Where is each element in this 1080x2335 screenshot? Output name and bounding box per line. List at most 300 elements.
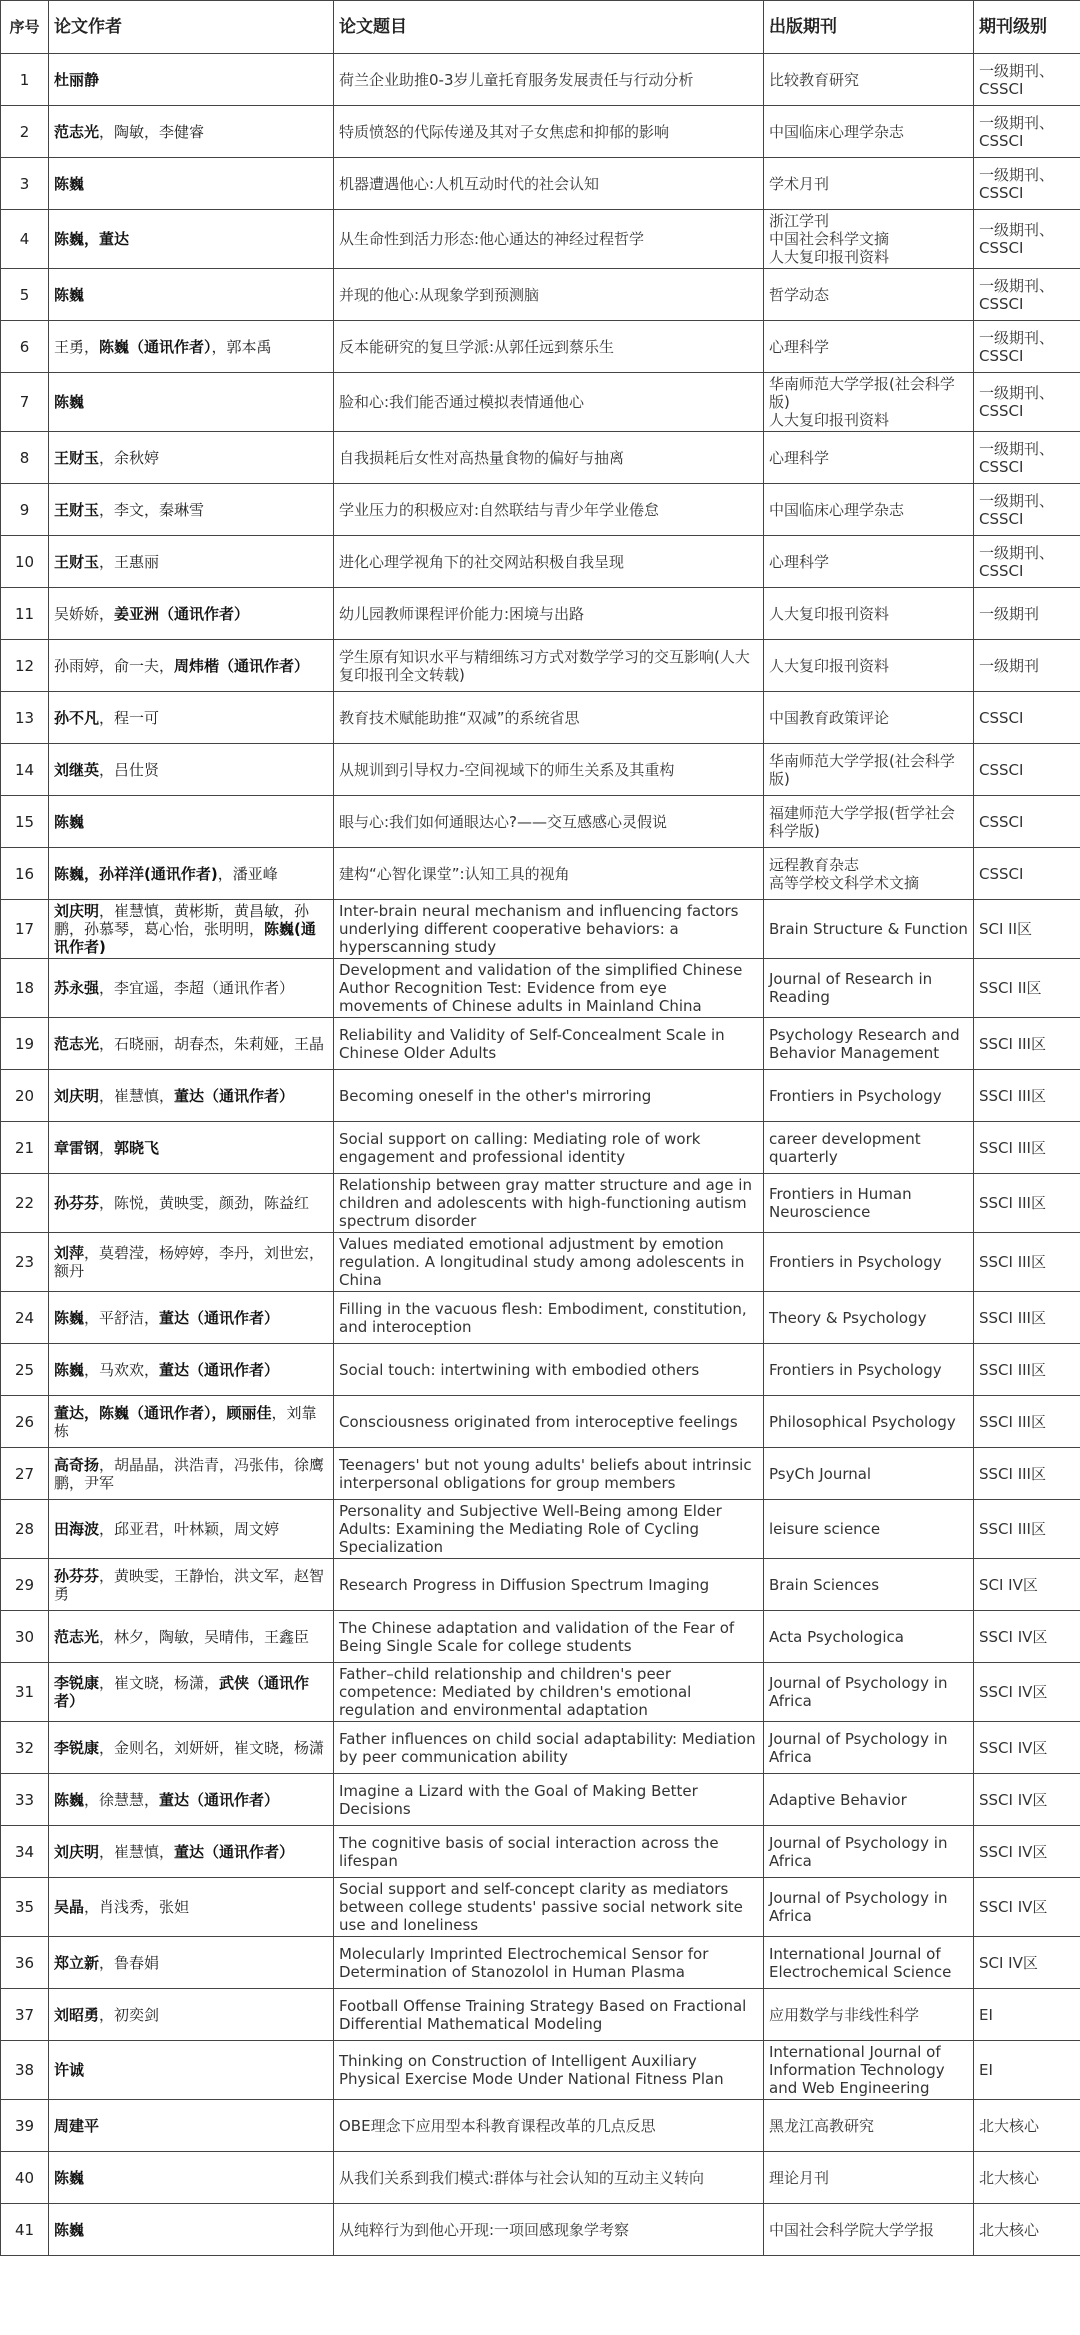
journal-level: SSCI III区 (974, 1396, 1080, 1448)
primary-author: 刘庆明 (54, 1086, 100, 1105)
primary-author: 李锐康 (54, 1674, 100, 1692)
journal-level: SCI II区 (974, 900, 1080, 959)
paper-title: 从规训到引导权力-空间视域下的师生关系及其重构 (334, 744, 764, 796)
journal-level: SCI IV区 (974, 1937, 1080, 1989)
journal-name: career development quarterly (764, 1122, 974, 1174)
journal-level: CSSCI (974, 796, 1080, 848)
author-list (49, 2100, 334, 2152)
row-number: 16 (1, 848, 49, 900)
table-row (1, 1663, 1080, 1722)
primary-author: 陈巍，董达 (54, 230, 130, 248)
paper-title: Research Progress in Diffusion Spectrum Imaging (334, 1559, 764, 1611)
author-list (49, 1878, 334, 1937)
co-author: ，肖浅秀，张妲 (84, 1898, 190, 1916)
primary-author: 苏永强 (54, 979, 100, 997)
paper-title: Father influences on child social adaptability: Mediation by peer communication ability (334, 1722, 764, 1774)
journal-name: 远程教育杂志 高等学校文科学术文摘 (764, 848, 974, 900)
journal-name: Journal of Psychology in Africa (764, 1663, 974, 1722)
co-author: 吴娇娇， (54, 604, 115, 623)
table-row (1, 106, 1080, 158)
author-list (49, 1937, 334, 1989)
journal-level: SSCI III区 (974, 1018, 1080, 1070)
paper-title: Social support on calling: Mediating role of work engagement and professional identity (334, 1122, 764, 1174)
row-number: 23 (1, 1233, 49, 1292)
primary-author: 董达（通讯作者） (159, 1360, 280, 1379)
paper-title: Father–child relationship and children's peer competence: Mediated by children's emotional regulation and environmental adaptation (334, 1663, 764, 1722)
primary-author: 吴晶 (54, 1898, 85, 1916)
row-number: 21 (1, 1122, 49, 1174)
co-author: ，陶敏，李健睿 (99, 122, 205, 141)
row-number: 3 (1, 158, 49, 210)
primary-author: 陈巍 (54, 393, 85, 411)
journal-name: Frontiers in Psychology (764, 1070, 974, 1122)
author-list (49, 536, 334, 588)
journal-level: CSSCI (974, 744, 1080, 796)
primary-author: 董达（通讯作者） (174, 1086, 295, 1105)
table-row (1, 2204, 1080, 2256)
journal-level: 一级期刊、CSSCI (974, 484, 1080, 536)
table-row (1, 1826, 1080, 1878)
primary-author: 范志光 (54, 1627, 100, 1646)
journal-level: SSCI III区 (974, 1448, 1080, 1500)
table-row (1, 1396, 1080, 1448)
co-author: ，邱亚君，叶林颖，周文婷 (99, 1520, 280, 1538)
author-list (49, 796, 334, 848)
paper-title: Social touch: intertwining with embodied others (334, 1344, 764, 1396)
journal-level: SSCI III区 (974, 1122, 1080, 1174)
journal-name: International Journal of Electrochemical Science (764, 1937, 974, 1989)
primary-author: 刘继英 (54, 760, 100, 779)
co-author: ，程一可 (99, 708, 160, 727)
table-row (1, 2041, 1080, 2100)
journal-level: SSCI IV区 (974, 1663, 1080, 1722)
author-list (49, 1611, 334, 1663)
journal-name: 理论月刊 (764, 2152, 974, 2204)
journal-name: 心理科学 (764, 432, 974, 484)
co-author: 王勇， (54, 337, 100, 356)
co-author: ，莫碧滢，杨婷婷，李丹，刘世宏，额丹 (54, 1244, 325, 1280)
co-author: ，崔慧慎， (99, 1086, 175, 1105)
row-number: 29 (1, 1559, 49, 1611)
author-list (49, 1989, 334, 2041)
paper-title: 学生原有知识水平与精细练习方式对数学学习的交互影响(人大复印报刊全文转载) (334, 640, 764, 692)
author-list (49, 1774, 334, 1826)
column-header-title: 论文题目 (334, 1, 764, 54)
table-row (1, 1292, 1080, 1344)
table-row (1, 796, 1080, 848)
author-list (49, 2041, 334, 2100)
paper-title: 并现的他心:从现象学到预测脑 (334, 269, 764, 321)
row-number: 41 (1, 2204, 49, 2256)
paper-title: Relationship between gray matter structure and age in children and adolescents with high-functioning autism spectrum disorder (334, 1174, 764, 1233)
author-list (49, 1122, 334, 1174)
table-row (1, 588, 1080, 640)
table-row (1, 1174, 1080, 1233)
journal-name: 心理科学 (764, 536, 974, 588)
author-list (49, 1500, 334, 1559)
co-author: ，鲁春娟 (99, 1953, 160, 1972)
row-number: 20 (1, 1070, 49, 1122)
journal-name: International Journal of Information Technology and Web Engineering (764, 2041, 974, 2100)
journal-level: 一级期刊、CSSCI (974, 158, 1080, 210)
row-number: 30 (1, 1611, 49, 1663)
journal-name: Brain Sciences (764, 1559, 974, 1611)
journal-level: 一级期刊、CSSCI (974, 321, 1080, 373)
journal-name: 哲学动态 (764, 269, 974, 321)
primary-author: 陈巍 (54, 1308, 85, 1327)
table-row (1, 1878, 1080, 1937)
primary-author: 李锐康 (54, 1738, 100, 1757)
co-author: ，李文，秦琳雪 (99, 500, 205, 519)
journal-level: 一级期刊、CSSCI (974, 432, 1080, 484)
primary-author: 王财玉 (54, 448, 100, 467)
journal-name: 中国临床心理学杂志 (764, 484, 974, 536)
row-number: 32 (1, 1722, 49, 1774)
co-author: ，平舒洁， (84, 1308, 160, 1327)
author-list (49, 2152, 334, 2204)
primary-author: 郭晓飞 (114, 1138, 160, 1157)
paper-title: Inter-brain neural mechanism and influencing factors underlying different cooperative behaviors: a hyperscanning study (334, 900, 764, 959)
row-number: 13 (1, 692, 49, 744)
row-number: 38 (1, 2041, 49, 2100)
journal-name: Psychology Research and Behavior Management (764, 1018, 974, 1070)
row-number: 14 (1, 744, 49, 796)
author-list (49, 692, 334, 744)
table-body (1, 54, 1080, 2256)
primary-author: 董达，陈巍（通讯作者），顾丽佳 (54, 1403, 272, 1422)
table-row (1, 432, 1080, 484)
primary-author: 陈巍（通讯作者） (99, 337, 212, 356)
paper-title: 荷兰企业助推0-3岁儿童托育服务发展责任与行动分析 (334, 54, 764, 106)
journal-level: 一级期刊、CSSCI (974, 269, 1080, 321)
journal-level: 一级期刊 (974, 640, 1080, 692)
co-author: ，崔文晓，杨潇， (99, 1674, 220, 1692)
primary-author: 周建平 (54, 2116, 100, 2135)
row-number: 31 (1, 1663, 49, 1722)
co-author: ，吕仕贤 (99, 760, 160, 779)
row-number: 22 (1, 1174, 49, 1233)
primary-author: 陈巍(通讯作者) (54, 920, 316, 956)
primary-author: 孙芬芬 (54, 1194, 100, 1212)
row-number: 39 (1, 2100, 49, 2152)
row-number: 1 (1, 54, 49, 106)
primary-author: 刘昭勇 (54, 2005, 100, 2024)
primary-author: 刘庆明 (54, 1842, 100, 1861)
author-list (49, 1174, 334, 1233)
table-row (1, 1018, 1080, 1070)
row-number: 26 (1, 1396, 49, 1448)
co-author: ，陈悦，黄映雯，颜劲，陈益红 (99, 1194, 310, 1212)
author-list (49, 1559, 334, 1611)
journal-level: EI (974, 2041, 1080, 2100)
paper-title: 建构“心智化课堂”:认知工具的视角 (334, 848, 764, 900)
table-row (1, 1122, 1080, 1174)
table-row (1, 158, 1080, 210)
column-header-number: 序号 (1, 1, 49, 54)
table-row (1, 210, 1080, 269)
primary-author: 刘萍 (54, 1244, 85, 1262)
paper-title: The Chinese adaptation and validation of the Fear of Being Single Scale for college students (334, 1611, 764, 1663)
table-row (1, 1989, 1080, 2041)
co-author: ，李宜遥，李超（通讯作者） (99, 979, 295, 997)
row-number: 12 (1, 640, 49, 692)
journal-name: PsyCh Journal (764, 1448, 974, 1500)
journal-name: 应用数学与非线性科学 (764, 1989, 974, 2041)
author-list (49, 54, 334, 106)
journal-level: SSCI IV区 (974, 1611, 1080, 1663)
paper-title: 反本能研究的复旦学派:从郭任远到蔡乐生 (334, 321, 764, 373)
primary-author: 陈巍 (54, 2168, 85, 2187)
author-list (49, 2204, 334, 2256)
column-header-journal: 出版期刊 (764, 1, 974, 54)
paper-title: Molecularly Imprinted Electrochemical Sensor for Determination of Stanozolol in Human Plasma (334, 1937, 764, 1989)
paper-title: 教育技术赋能助推“双减”的系统省思 (334, 692, 764, 744)
journal-level: SSCI IV区 (974, 1722, 1080, 1774)
journal-level: SSCI III区 (974, 1174, 1080, 1233)
primary-author: 周炜楷（通讯作者） (174, 656, 310, 675)
journal-name: 华南师范大学学报(社会科学版) (764, 744, 974, 796)
journal-level: SSCI IV区 (974, 1774, 1080, 1826)
journal-level: EI (974, 1989, 1080, 2041)
table-row (1, 484, 1080, 536)
co-author: ，初奕剑 (99, 2005, 160, 2024)
journal-name: 浙江学刊 中国社会科学文摘 人大复印报刊资料 (764, 210, 974, 269)
paper-title: Football Offense Training Strategy Based on Fractional Differential Mathematical Modeling (334, 1989, 764, 2041)
row-number: 27 (1, 1448, 49, 1500)
co-author: ，石晓丽，胡春杰，朱莉娅，王晶 (99, 1034, 325, 1053)
co-author: ，崔慧慎，黄彬斯，黄昌敏，孙鹏，孙慕琴，葛心怡，张明明， (54, 902, 310, 938)
journal-name: Journal of Research in Reading (764, 959, 974, 1018)
primary-author: 董达（通讯作者） (159, 1308, 280, 1327)
co-author: ，王惠丽 (99, 552, 160, 571)
author-list (49, 1344, 334, 1396)
row-number: 34 (1, 1826, 49, 1878)
paper-title: The cognitive basis of social interaction across the lifespan (334, 1826, 764, 1878)
journal-level: SSCI III区 (974, 1500, 1080, 1559)
row-number: 11 (1, 588, 49, 640)
header-row (1, 1, 1080, 54)
table-row (1, 1937, 1080, 1989)
table-row (1, 1070, 1080, 1122)
journal-level: 一级期刊、CSSCI (974, 373, 1080, 432)
paper-title: Consciousness originated from interoceptive feelings (334, 1396, 764, 1448)
journal-name: 中国临床心理学杂志 (764, 106, 974, 158)
table-row (1, 269, 1080, 321)
primary-author: 章雷钢 (54, 1138, 100, 1157)
author-list (49, 1448, 334, 1500)
row-number: 24 (1, 1292, 49, 1344)
row-number: 2 (1, 106, 49, 158)
journal-level: CSSCI (974, 848, 1080, 900)
journal-name: Frontiers in Human Neuroscience (764, 1174, 974, 1233)
journal-level: SSCI IV区 (974, 1826, 1080, 1878)
journal-level: CSSCI (974, 692, 1080, 744)
table-row (1, 744, 1080, 796)
paper-title: Personality and Subjective Well-Being among Elder Adults: Examining the Mediating Role of Cycling Specialization (334, 1500, 764, 1559)
co-author: ，潘亚峰 (217, 864, 278, 883)
table-row (1, 54, 1080, 106)
table-row (1, 640, 1080, 692)
journal-level: 一级期刊、CSSCI (974, 106, 1080, 158)
primary-author: 郑立新 (54, 1953, 100, 1972)
journal-name: Philosophical Psychology (764, 1396, 974, 1448)
primary-author: 董达（通讯作者） (159, 1790, 280, 1809)
author-list (49, 269, 334, 321)
journal-level: SSCI II区 (974, 959, 1080, 1018)
journal-name: Frontiers in Psychology (764, 1233, 974, 1292)
primary-author: 孙不凡 (54, 708, 100, 727)
paper-title: 从我们关系到我们模式:群体与社会认知的互动主义转向 (334, 2152, 764, 2204)
author-list (49, 744, 334, 796)
primary-author: 陈巍，孙祥洋(通讯作者) (54, 864, 218, 883)
row-number: 36 (1, 1937, 49, 1989)
journal-name: 华南师范大学学报(社会科学版) 人大复印报刊资料 (764, 373, 974, 432)
paper-title: Thinking on Construction of Intelligent Auxiliary Physical Exercise Mode Under National Fitness Plan (334, 2041, 764, 2100)
journal-level: 北大核心 (974, 2204, 1080, 2256)
table-row (1, 1559, 1080, 1611)
journal-name: Journal of Psychology in Africa (764, 1722, 974, 1774)
primary-author: 陈巍 (54, 285, 85, 304)
paper-title: Values mediated emotional adjustment by emotion regulation. A longitudinal study among adolescents in China (334, 1233, 764, 1292)
paper-title: 机器遭遇他心:人机互动时代的社会认知 (334, 158, 764, 210)
paper-title: 学业压力的积极应对:自然联结与青少年学业倦怠 (334, 484, 764, 536)
primary-author: 陈巍 (54, 1790, 85, 1809)
paper-title: Development and validation of the simplified Chinese Author Recognition Test: Evidence from eye movements of Chinese adults in Mainland China (334, 959, 764, 1018)
row-number: 5 (1, 269, 49, 321)
co-author: ，马欢欢， (84, 1360, 160, 1379)
author-list (49, 158, 334, 210)
paper-title: 自我损耗后女性对高热量食物的偏好与抽离 (334, 432, 764, 484)
author-list (49, 1233, 334, 1292)
paper-title: Social support and self-concept clarity as mediators between college students' passive social network site use and loneliness (334, 1878, 764, 1937)
primary-author: 陈巍 (54, 2220, 85, 2239)
paper-title: Reliability and Validity of Self-Concealment Scale in Chinese Older Adults (334, 1018, 764, 1070)
author-list (49, 848, 334, 900)
primary-author: 王财玉 (54, 500, 100, 519)
row-number: 25 (1, 1344, 49, 1396)
author-list (49, 432, 334, 484)
journal-level: SSCI III区 (974, 1233, 1080, 1292)
table-row (1, 692, 1080, 744)
author-list (49, 588, 334, 640)
row-number: 28 (1, 1500, 49, 1559)
journal-name: Frontiers in Psychology (764, 1344, 974, 1396)
row-number: 10 (1, 536, 49, 588)
table-row (1, 1344, 1080, 1396)
paper-title: Becoming oneself in the other's mirroring (334, 1070, 764, 1122)
journal-name: 中国教育政策评论 (764, 692, 974, 744)
co-author: ， (99, 1138, 115, 1157)
co-author: ，胡晶晶，洪浩青，冯张伟，徐鹰鹏，尹军 (54, 1455, 325, 1492)
table-row (1, 1611, 1080, 1663)
journal-level: 一级期刊、CSSCI (974, 54, 1080, 106)
author-list (49, 484, 334, 536)
primary-author: 范志光 (54, 122, 100, 141)
author-list (49, 1292, 334, 1344)
row-number: 9 (1, 484, 49, 536)
journal-name: Adaptive Behavior (764, 1774, 974, 1826)
journal-name: 人大复印报刊资料 (764, 640, 974, 692)
author-list (49, 900, 334, 959)
row-number: 17 (1, 900, 49, 959)
journal-name: Journal of Psychology in Africa (764, 1826, 974, 1878)
table-row (1, 900, 1080, 959)
co-author: ，黄映雯，王静怡，洪文军，赵智勇 (54, 1566, 325, 1603)
row-number: 4 (1, 210, 49, 269)
paper-title: Imagine a Lizard with the Goal of Making Better Decisions (334, 1774, 764, 1826)
author-list (49, 1663, 334, 1722)
journal-name: 中国社会科学院大学学报 (764, 2204, 974, 2256)
journal-name: 黑龙江高教研究 (764, 2100, 974, 2152)
column-header-authors: 论文作者 (49, 1, 334, 54)
table-row (1, 959, 1080, 1018)
author-list (49, 1396, 334, 1448)
journal-level: SSCI III区 (974, 1292, 1080, 1344)
co-author: ，刘靠栋 (54, 1403, 317, 1440)
row-number: 35 (1, 1878, 49, 1937)
co-author: 孙雨婷，俞一夫， (54, 656, 175, 675)
paper-title: 幼儿园教师课程评价能力:困境与出路 (334, 588, 764, 640)
author-list (49, 1826, 334, 1878)
primary-author: 刘庆明 (54, 902, 100, 920)
paper-title: 从生命性到活力形态:他心通达的神经过程哲学 (334, 210, 764, 269)
paper-title: 进化心理学视角下的社交网站积极自我呈现 (334, 536, 764, 588)
primary-author: 武侠（通讯作者） (54, 1674, 310, 1710)
row-number: 8 (1, 432, 49, 484)
primary-author: 陈巍 (54, 812, 85, 831)
journal-name: 心理科学 (764, 321, 974, 373)
primary-author: 陈巍 (54, 1360, 85, 1379)
row-number: 40 (1, 2152, 49, 2204)
row-number: 7 (1, 373, 49, 432)
primary-author: 范志光 (54, 1034, 100, 1053)
column-header-level: 期刊级别 (974, 1, 1080, 54)
journal-name: 学术月刊 (764, 158, 974, 210)
author-list (49, 210, 334, 269)
author-list (49, 373, 334, 432)
co-author: ，郭本禹 (211, 337, 272, 356)
table-row (1, 1500, 1080, 1559)
co-author: ，林夕，陶敏，吴晴伟，王鑫臣 (99, 1627, 310, 1646)
row-number: 6 (1, 321, 49, 373)
table-row (1, 321, 1080, 373)
primary-author: 田海波 (54, 1520, 100, 1538)
primary-author: 董达（通讯作者） (174, 1842, 295, 1861)
paper-title: 从纯粹行为到他心开现:一项回感现象学考察 (334, 2204, 764, 2256)
table-row (1, 1233, 1080, 1292)
primary-author: 陈巍 (54, 174, 85, 193)
journal-level: SSCI III区 (974, 1070, 1080, 1122)
author-list (49, 1018, 334, 1070)
paper-title: Filling in the vacuous flesh: Embodiment, constitution, and interoception (334, 1292, 764, 1344)
journal-name: Brain Structure & Function (764, 900, 974, 959)
primary-author: 高奇扬 (54, 1455, 100, 1474)
journal-level: 北大核心 (974, 2100, 1080, 2152)
journal-level: 一级期刊、CSSCI (974, 210, 1080, 269)
author-list (49, 1722, 334, 1774)
row-number: 18 (1, 959, 49, 1018)
paper-title: OBE理念下应用型本科教育课程改革的几点反思 (334, 2100, 764, 2152)
journal-level: SCI IV区 (974, 1559, 1080, 1611)
table-row (1, 536, 1080, 588)
primary-author: 王财玉 (54, 552, 100, 571)
co-author: ，余秋婷 (99, 448, 160, 467)
table-row (1, 2152, 1080, 2204)
author-list (49, 640, 334, 692)
journal-name: 人大复印报刊资料 (764, 588, 974, 640)
row-number: 37 (1, 1989, 49, 2041)
journal-name: Journal of Psychology in Africa (764, 1878, 974, 1937)
